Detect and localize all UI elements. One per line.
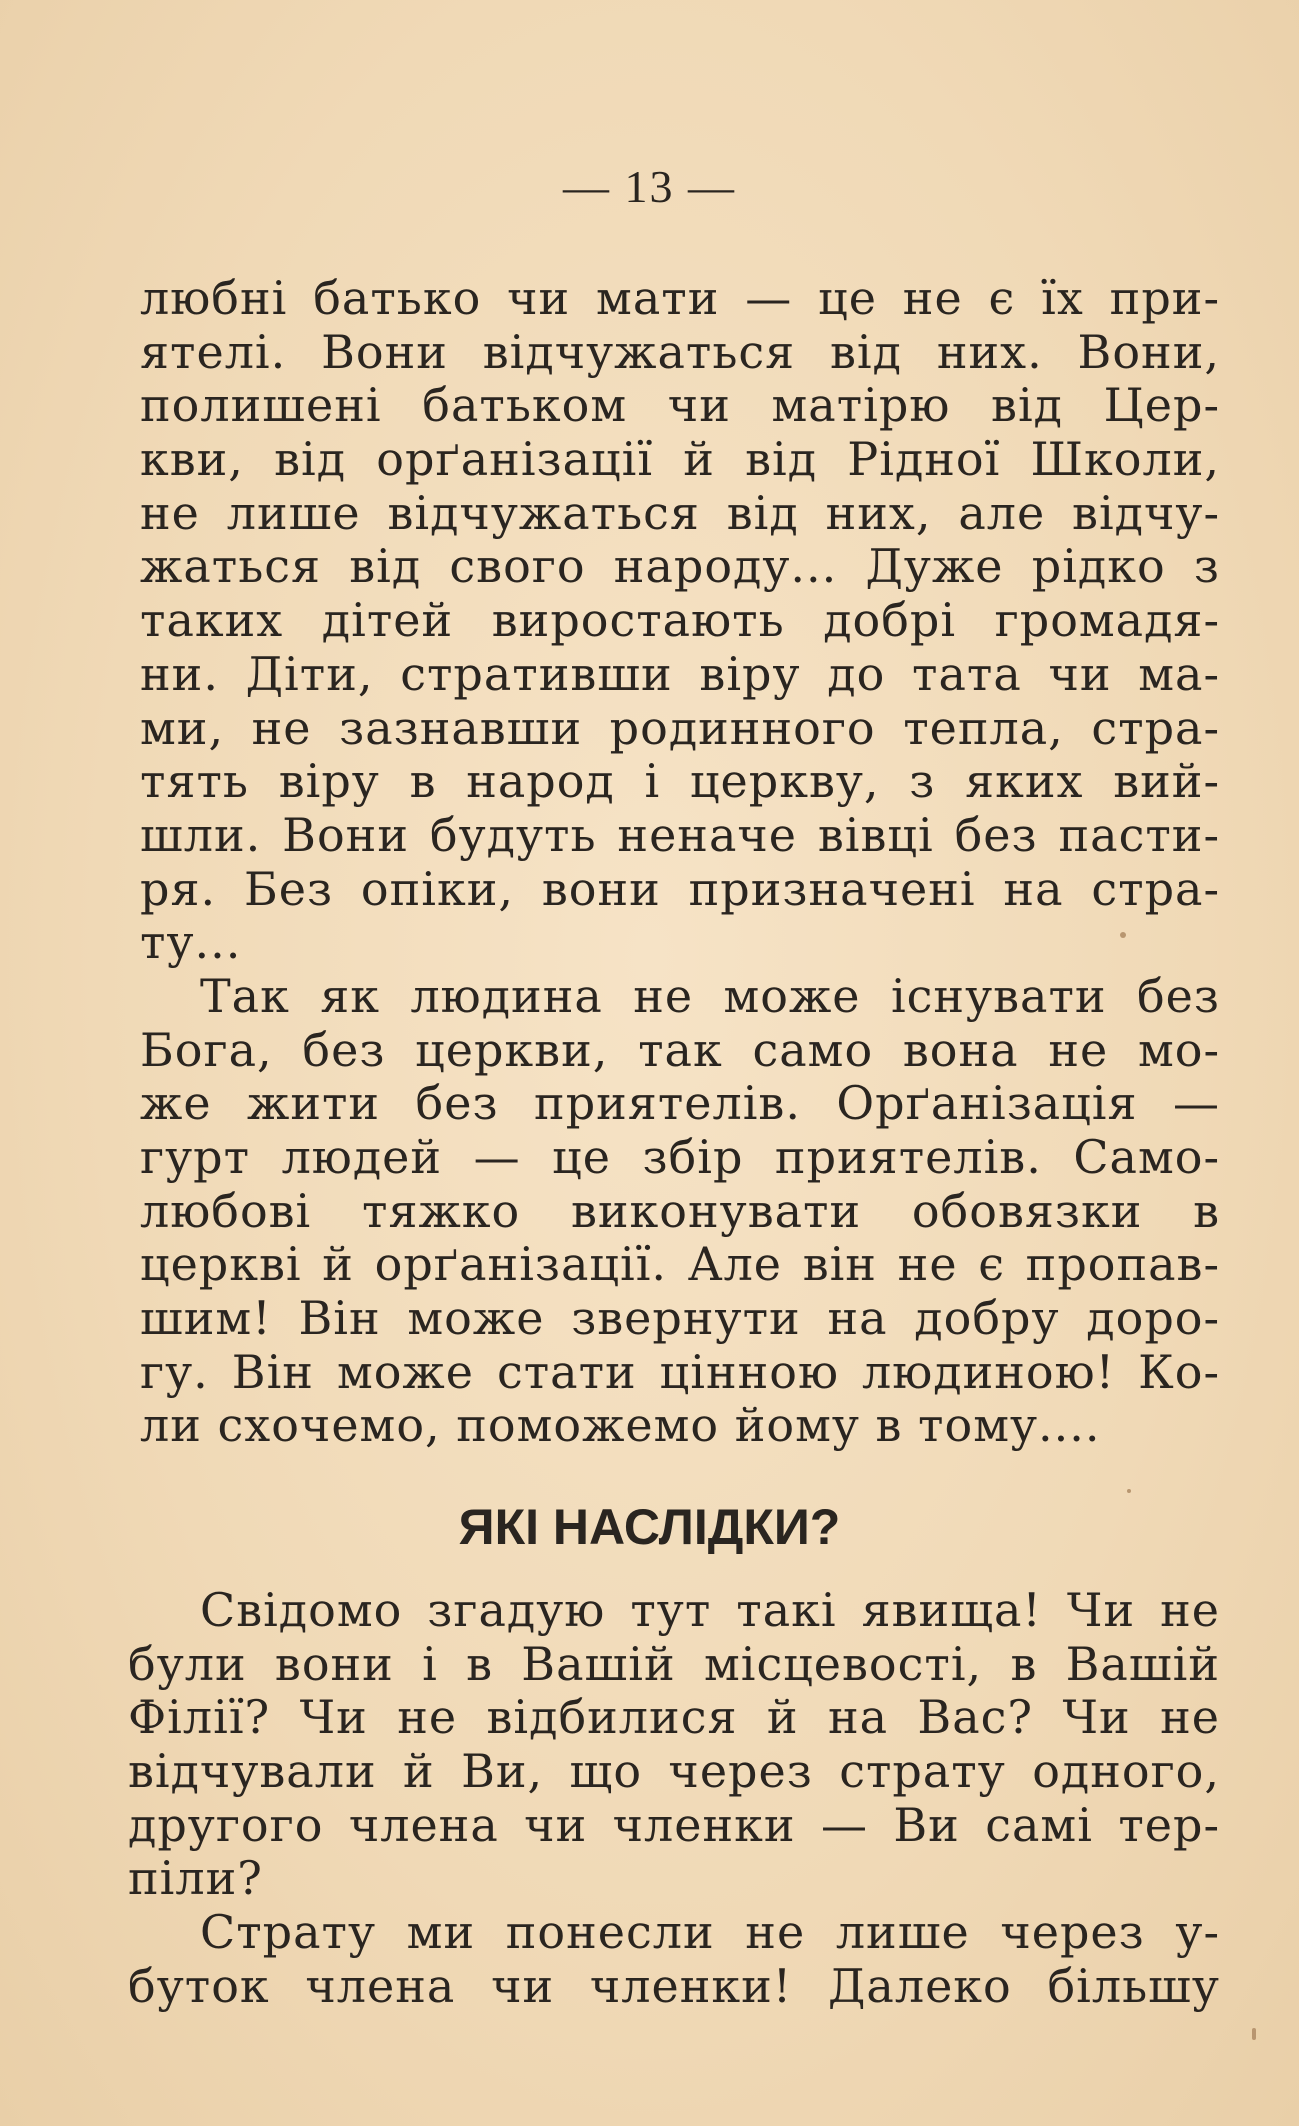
paper-speck (1127, 1489, 1131, 1493)
text-line: полишені батьком чи матірю від Цер- (140, 378, 1220, 433)
text-line: ятелі. Вони відчужаться від них. Вони, (140, 324, 1220, 379)
text-line: таких дітей виростають добрі громадя- (140, 593, 1220, 648)
text-line: не лише відчужаться від них, але відчу- (140, 485, 1220, 540)
page-number: — 13 — (563, 161, 736, 212)
text-line: любові тяжко виконувати обовязки в (140, 1183, 1220, 1238)
text-line: ря. Без опіки, вони призначені на стра- (140, 861, 1220, 916)
text-line: Страту ми понесли не лише через у- (200, 1905, 1220, 1960)
body-text-top (140, 272, 1220, 1453)
text-line: Так як людина не може існувати без (200, 968, 1220, 1023)
paper-speck (1120, 932, 1126, 938)
text-line: шим! Він може звернути на добру доро- (140, 1291, 1220, 1346)
text-line: другого члена чи членки — Ви самі тер- (128, 1797, 1220, 1852)
text-line: ни. Діти, стративши віру до тата чи ма- (140, 646, 1220, 701)
text-line: гу. Він може стати цінною людиною! Ко- (140, 1344, 1220, 1399)
text-line: Філії? Чи не відбилися й на Вас? Чи не (128, 1690, 1220, 1745)
text-line: же жити без приятелів. Орґанізація — (140, 1076, 1220, 1131)
text-line: тять віру в народ і церкву, з яких вий- (140, 754, 1220, 809)
text-line: буток члена чи членки! Далеко більшу (128, 1958, 1220, 2013)
body-text-bottom (128, 1583, 1220, 2014)
section-heading: ЯКІ НАСЛІДКИ? (458, 1499, 841, 1555)
text-line: ли схочемо, поможемо йому в тому.... (140, 1398, 1101, 1453)
text-line: піли? (128, 1851, 263, 1906)
text-line: ту... (140, 915, 242, 970)
text-line: Бога, без церкви, так само вона не мо- (140, 1022, 1220, 1077)
text-line: любні батько чи мати — це не є їх при- (140, 271, 1220, 325)
text-line: ми, не зазнавши родинного тепла, стра- (140, 700, 1220, 755)
text-line: були вони і в Вашій місцевості, в Вашій (128, 1636, 1220, 1691)
text-line: Свідомо згадую тут такі явища! Чи не (200, 1583, 1220, 1637)
paper-speck (1252, 2028, 1256, 2040)
text-line: шли. Вони будуть неначе вівці без пасти- (140, 807, 1220, 862)
text-line: відчували й Ви, що через страту одного, (128, 1744, 1220, 1799)
text-line: жаться від свого народу... Дуже рідко з (140, 539, 1220, 594)
text-line: гурт людей — це збір приятелів. Само- (140, 1130, 1220, 1184)
text-line: церкві й орґанізації. Але він не є пропав- (140, 1237, 1220, 1292)
text-line: кви, від орґанізації й від Рідної Школи, (140, 432, 1220, 487)
